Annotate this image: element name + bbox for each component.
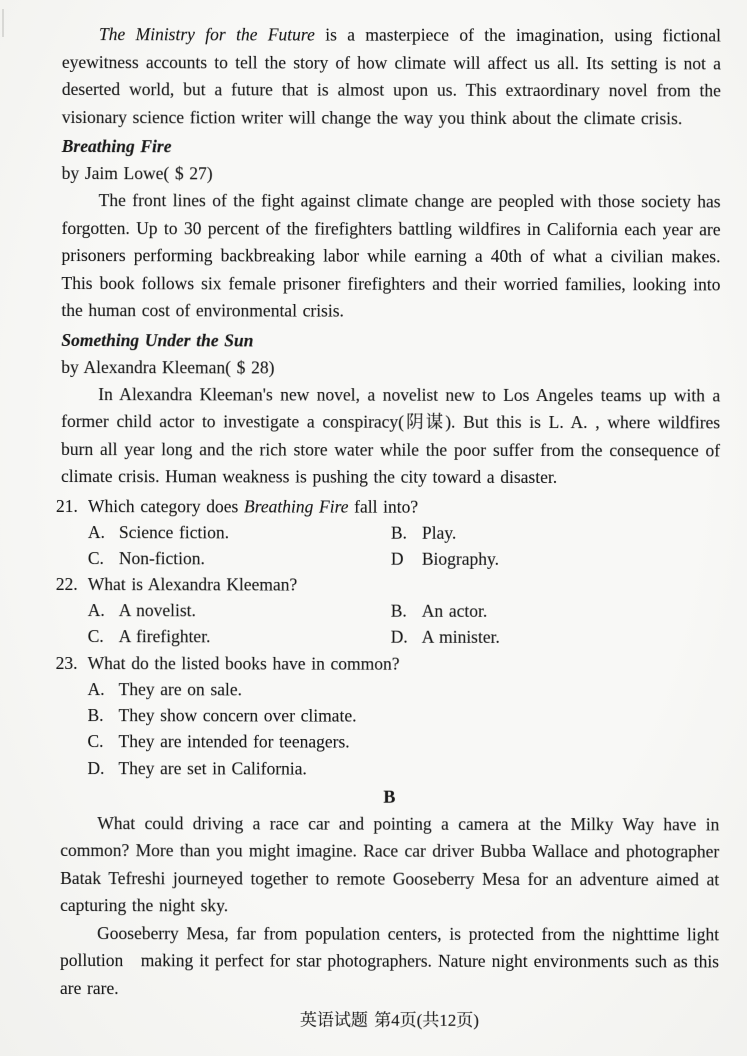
intro-book-title: The Ministry for the Future <box>98 24 315 45</box>
option-22-a-label: A. <box>87 600 105 621</box>
option-21-a-label: A. <box>87 521 105 542</box>
question-22-stem <box>56 571 720 598</box>
option-21-b-label: B. <box>390 522 408 543</box>
question-22-text: What is Alexandra Kleeman? <box>87 574 298 595</box>
option-22-c <box>88 623 391 650</box>
intro-paragraph-text: is a masterpiece of the imagination, using fictional eyewitness accounts to tell the story of how climate will affect us all. Its setting is not a deserted world, but a future that is almost upon us. This extraordinary novel from the visionary science fiction writer will change the way you think about the climate crisis. <box>61 24 721 128</box>
option-21-d-label: D <box>390 548 404 569</box>
question-21 <box>56 492 720 572</box>
question-22-options <box>88 597 720 651</box>
option-23-d <box>87 755 719 783</box>
book2-description: In Alexandra Kleeman's new novel, a novelist new to Los Angeles teams up with a former child actor to investigate a conspiracy(阴谋). But this is L. A. , where wildfires burn all year long and the rich store water while the poor suffer from the consequence of climate crisis. Human weakness is pushing the city toward a disaster. <box>61 383 721 488</box>
question-21-number: 21. <box>55 495 78 516</box>
option-23-a-text: They are on sale. <box>118 678 243 700</box>
option-22-d-text: A minister. <box>421 627 500 648</box>
option-21-c-text: Non-fiction. <box>118 547 205 569</box>
option-22-b-label: B. <box>390 600 407 621</box>
option-23-d-text: They are set in California. <box>118 757 307 779</box>
option-21-d <box>391 545 720 572</box>
book2-title: Something Under the Sun <box>61 329 254 350</box>
option-22-a-text: A novelist. <box>118 600 196 621</box>
page-footer: 英语试题 第4页(共12页) <box>299 1010 479 1031</box>
option-22-d-label: D. <box>390 627 408 648</box>
question-21-text-pre: Which category does <box>87 495 245 516</box>
option-22-a <box>88 597 391 624</box>
option-23-b-label: B. <box>87 705 104 726</box>
question-21-text-post: fall into? <box>348 496 419 517</box>
option-21-b-text: Play. <box>421 522 457 543</box>
option-21-d-text: Biography. <box>421 548 500 569</box>
option-22-d <box>391 624 720 651</box>
question-21-stem <box>56 492 720 519</box>
option-23-a-label: A. <box>87 678 105 699</box>
option-21-c-label: C. <box>87 547 104 568</box>
question-22 <box>56 571 720 651</box>
option-21-c <box>88 545 391 572</box>
question-21-text-italic: Breathing Fire <box>243 495 349 517</box>
option-23-b-text: They show concern over climate. <box>118 705 357 726</box>
section-b-header: B <box>383 786 397 807</box>
option-23-c-text: They are intended for teenagers. <box>118 731 350 752</box>
question-23 <box>55 650 719 783</box>
option-22-c-label: C. <box>87 626 104 647</box>
option-22-b <box>391 598 720 625</box>
book1-title: Breathing Fire <box>61 135 172 157</box>
option-22-b-text: An actor. <box>421 600 488 621</box>
page-content <box>55 21 721 1035</box>
intro-paragraph <box>62 21 721 132</box>
question-23-options <box>87 676 719 783</box>
option-23-b <box>88 702 720 730</box>
section-b-paragraph-2: Gooseberry Mesa, far from population centers, is protected from the nighttime light pollution making it perfect for star photographers. Nature night environments such as this are rare. <box>59 922 720 998</box>
questions-block <box>55 492 720 782</box>
option-23-c-label: C. <box>87 731 104 752</box>
section-b-paragraph-1: What could driving a race car and pointing a camera at the Milky Way have in common? More than you might imagine. Race car driver Bubba Wallace and photographer Batak Tefreshi journeyed together to remote Gooseberry Mesa for an adventure aimed at capturing the night sky. <box>60 812 720 916</box>
option-21-a-text: Science fiction. <box>118 521 230 542</box>
question-22-number: 22. <box>55 574 78 595</box>
option-21-b <box>391 519 720 546</box>
scan-artifact <box>2 9 4 37</box>
option-22-c-text: A firefighter. <box>118 626 211 647</box>
question-23-number: 23. <box>55 652 78 673</box>
option-23-c <box>87 728 719 756</box>
book1-description: The front lines of the fight against climate change are peopled with those society has forgotten. Up to 30 percent of the firefighters battling wildfires in California each year are prisoners performing backbreaking labor while earning a 40th of what a civilian makes. This book follows six female prisoner firefighters and their worried families, looking into the human cost of environmental crisis. <box>61 190 721 321</box>
option-23-a <box>88 676 720 704</box>
option-21-a <box>88 519 391 546</box>
question-21-options <box>88 519 720 573</box>
option-23-d-label: D. <box>87 757 105 778</box>
book2-byline: by Alexandra Kleeman( $ 28) <box>61 356 275 377</box>
book1-byline: by Jaim Lowe( $ 27) <box>61 162 213 184</box>
question-21-text <box>88 493 720 520</box>
question-23-text: What do the listed books have in common? <box>87 652 400 674</box>
question-23-stem <box>56 650 720 677</box>
